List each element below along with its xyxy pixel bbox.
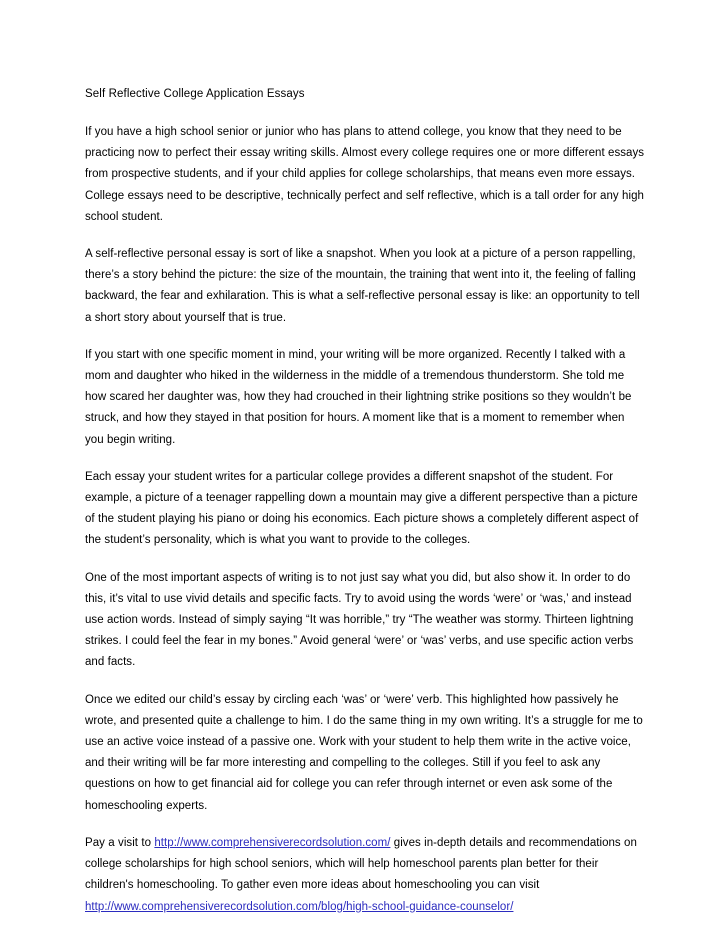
paragraph-snapshot: A self-reflective personal essay is sort of like a snapshot. When you look at a picture of a person rappelling, there’s a story behind the picture: the size of the mountain, the training that went into it, the feeling of falling backward, the fear and exhilaration. This is what a self-reflective personal essay is like: an opportunity to tell a short story about yourself that is true. [85, 248, 640, 324]
paragraph-show-dont-tell: One of the most important aspects of writing is to not just say what you did, but also show it. In order to do this, it’s vital to use vivid details and specific facts. Try to avoid using the words ‘were’ or ‘was,’ and instead use action words. Instead of simply saying “It was horrible,” try “The weather was stormy. Thirteen lightning strikes. I could feel the fear in my bones.” Avoid general ‘were’ or ‘was’ verbs, and use specific action verbs and facts. [85, 571, 634, 669]
paragraph-active-voice: Once we edited our child’s essay by circling each ‘was’ or ‘were’ verb. This highlighted how passively he wrote, and presented quite a challenge to him. I do the same thing in my own writing. It’s a struggle for me to use an active voice instead of a passive one. Work with your student to help them write in the active voice, and their writing will be far more interesting and compelling to the colleges. Still if you feel to ask any questions on how to get financial aid for college you can refer through internet or even ask some of the homeschooling experts. [85, 693, 643, 812]
page-title: Self Reflective College Application Essays [85, 88, 305, 100]
paragraph-closing [85, 833, 645, 918]
paragraph-intro: If you have a high school senior or junior who has plans to attend college, you know that they need to be practicing now to perfect their essay writing skills. Almost every college requires one or more different essays from prospective students, and if your child applies for college scholarships, that means even more essays. College essays need to be descriptive, technically perfect and self reflective, which is a tall order for any high school student. [85, 126, 645, 223]
closing-middle-text: gives in-depth details and recommendations on college scholarships for high school seniors, which will help homeschool parents plan better for their children's homeschooling. To gather even more ideas about homeschooling you can visit [85, 836, 637, 892]
high-school-guidance-counselor-blog-link[interactable]: http://www.comprehensiverecordsolution.com/blog/high-school-guidance-counselor/ [85, 900, 514, 913]
paragraph-each-essay: Each essay your student writes for a particular college provides a different snapshot of the student. For example, a picture of a teenager rappelling down a mountain may give a different perspective than a picture of the student playing his piano or doing his economics. Each picture shows a completely different aspect of the student’s personality, which is what you want to provide to the colleges. [85, 470, 639, 547]
paragraph-specific-moment: If you start with one specific moment in mind, your writing will be more organized. Recently I talked with a mom and daughter who hiked in the wilderness in the middle of a tremendous thunderstorm. She told me how scared her daughter was, how they had crouched in their lightning strike positions so they wouldn’t be struck, and how they stayed in that position for hours. A moment like that is a moment to remember when you begin writing. [85, 348, 632, 446]
closing-lead-text: Pay a visit to [85, 836, 155, 849]
comprehensive-record-solution-link[interactable]: http://www.comprehensiverecordsolution.com/ [154, 836, 391, 849]
